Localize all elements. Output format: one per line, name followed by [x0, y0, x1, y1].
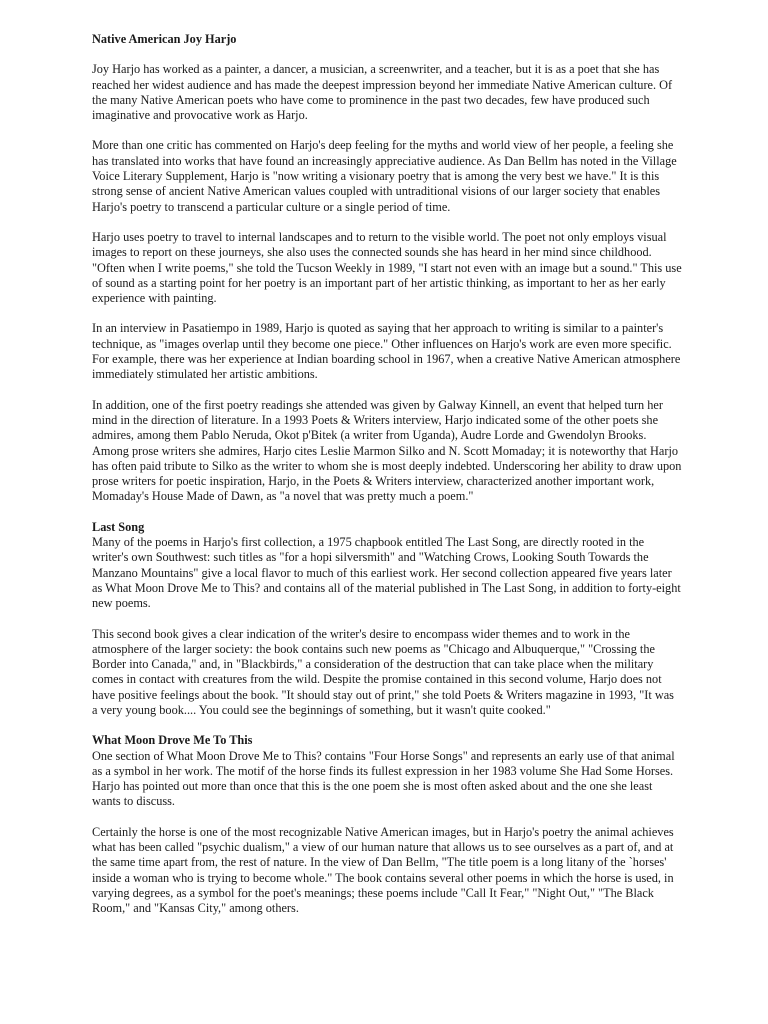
section-paragraph: Many of the poems in Harjo's first collection, a 1975 chapbook entitled The Last Song, are directly rooted in the writer's own Southwest: such titles as "for a hopi silversmith" and "Watching Crows, Looking South Towards the Manzano Mountains" give a local flavor to much of this earliest work. Her second collection appeared five years later as What Moon Drove Me to This? and contains all of the material published in The Last Song, in addition to forty-eight new poems.: [92, 535, 681, 611]
section-heading: What Moon Drove Me To This: [92, 733, 253, 748]
document-title: Native American Joy Harjo: [92, 32, 237, 46]
section-paragraph: One section of What Moon Drove Me to This? contains "Four Horse Songs" and represents an early use of that animal as a symbol in her work. The motif of the horse finds its fullest expression in her 1983 volume She Had Some Horses. Harjo has pointed out more than once that this is the one poem she is most often asked about and the one she least wants to discuss.: [92, 748, 675, 809]
section-heading: Last Song: [92, 519, 145, 534]
section-paragraph: This second book gives a clear indication of the writer's desire to encompass wider themes and to work in the atmosphere of the larger society: the book contains such new poems as "Chicago and Albuquerque," "Crossing the Border into Canada," and, in "Blackbirds," a consideration of the destruction that can take place when the military comes in contact with creatures from the wild. Despite the promise contained in this second volume, Harjo does not have positive feelings about the book. "It should stay out of print," she told Poets & Writers magazine in 1993, "It was a very young book.... You could see the beginnings of something, but it wasn't quite cooked.": [92, 626, 674, 717]
paragraph-intro-2: More than one critic has commented on Harjo's deep feeling for the myths and world view of her people, a feeling she has translated into works that have found an increasingly appreciative audience. As Dan Bellm has noted in the Village Voice Literary Supplement, Harjo is "now writing a visionary poetry that is among the very best we have." It is this strong sense of ancient Native American values coupled with untraditional visions of our larger society that enables Harjo's poetry to transcend a particular culture or a single period of time.: [92, 138, 677, 214]
section-last-song: [92, 520, 682, 719]
section-paragraph: Certainly the horse is one of the most recognizable Native American images, but in Harjo's poetry the animal achieves what has been called "psychic dualism," a view of our human nature that allows us to see ourselves as a part of, and at the same time apart from, the rest of nature. In the view of Dan Bellm, "The title poem is a long litany of the `horses' inside a woman who is trying to become whole." The book contains several other poems in which the horse is used, in varying degrees, as a symbol for the poet's meanings; these poems include "Call It Fear," "Night Out," "The Black Room," and "Kansas City," among others.: [92, 824, 674, 916]
paragraph-intro-3: Harjo uses poetry to travel to internal landscapes and to return to the visible world. The poet not only employs visual images to report on these journeys, she also uses the connected sounds she has heard in her mind since childhood. "Often when I write poems," she told the Tucson Weekly in 1989, "I start not even with an image but a sound." This use of sound as a starting point for her poetry is an important part of her artistic thinking, as important to her as her early experience with painting.: [92, 229, 682, 306]
section-what-moon: [92, 733, 682, 916]
paragraph-intro-1: Joy Harjo has worked as a painter, a dancer, a musician, a screenwriter, and a teacher, but it is as a poet that she has reached her widest audience and has made the deepest impression beyond her immediate Native American culture. Of the many Native American poets who have come to prominence in the past two decades, few have produced such imaginative and provocative work as Harjo.: [92, 62, 673, 123]
document-page: [92, 32, 682, 932]
paragraph-intro-5: In addition, one of the first poetry readings she attended was given by Galway Kinnell, an event that helped turn her mind in the direction of literature. In a 1993 Poets & Writers interview, Harjo indicated some of the other poets she admires, among them Pablo Neruda, Okot p'Bitek (a writer from Uganda), Audre Lorde and Gwendolyn Brooks. Among prose writers she admires, Harjo cites Leslie Marmon Silko and N. Scott Momaday; it is noteworthy that Harjo has often paid tribute to Silko as the writer to whom she is most deeply indebted. Underscoring her ability to draw upon prose writers for poetic inspiration, Harjo, in the Poets & Writers interview, characterized another important work, Momaday's House Made of Dawn, as "a novel that was pretty much a poem.": [92, 397, 682, 504]
paragraph-intro-4: In an interview in Pasatiempo in 1989, Harjo is quoted as saying that her approach to writing is similar to a painter's technique, as "images overlap until they become one piece." Other influences on Harjo's work are even more specific. For example, there was her experience at Indian boarding school in 1967, when a creative Native American atmosphere immediately stimulated her artistic ambitions.: [92, 321, 681, 382]
